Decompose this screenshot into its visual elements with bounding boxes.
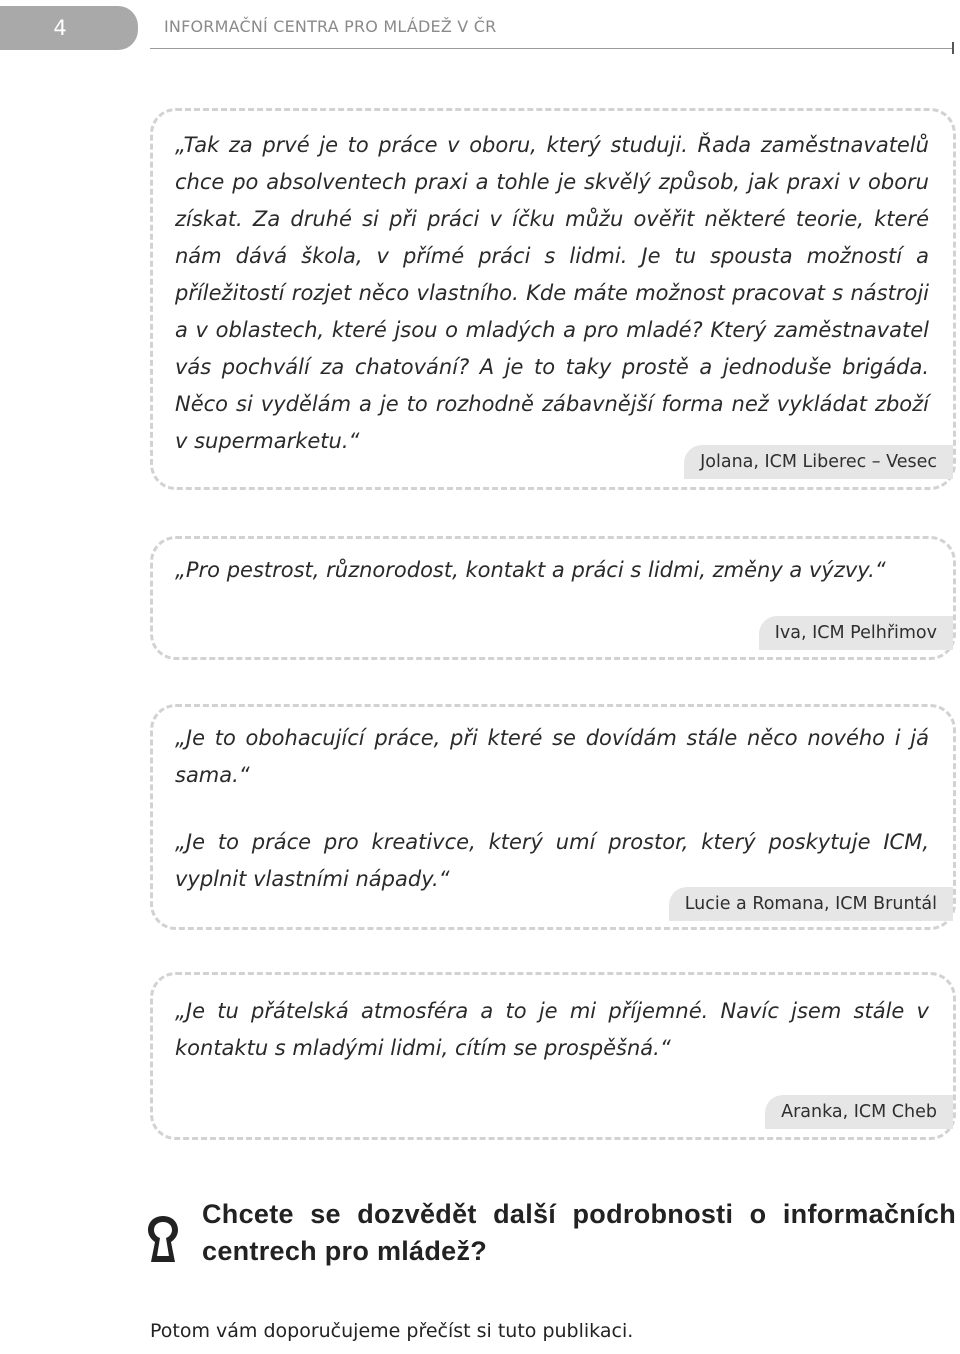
quote-attribution: Iva, ICM Pelhřimov — [759, 616, 953, 650]
footer-text: Potom vám doporučujeme přečíst si tuto publikaci. — [150, 1320, 634, 1342]
quote-box-lucie-romana — [150, 704, 956, 930]
page-number: 4 — [53, 16, 67, 40]
quote-box-iva — [150, 536, 956, 660]
quote-text: „Pro pestrost, různorodost, kontakt a práci s lidmi, změny a výzvy.“ — [175, 558, 886, 582]
quote-text: „Je tu přátelská atmosféra a to je mi příjemné. Navíc jsem stále v kontaktu s mladými lidmi, cítím se prospěšná.“ — [175, 999, 929, 1060]
quote-attribution: Lucie a Romana, ICM Bruntál — [669, 887, 953, 921]
quote-attribution: Jolana, ICM Liberec – Vesec — [684, 445, 953, 479]
header-rule — [150, 48, 954, 49]
page-header — [0, 0, 960, 56]
quote-text-second: „Je to práce pro kreativce, který umí prostor, který poskytuje ICM, vyplnit vlastními nápady.“ — [175, 830, 929, 891]
quote-text: „Je to obohacující práce, při které se dovídám stále něco nového i já sama.“ — [175, 726, 929, 787]
running-header-title: INFORMAČNÍ CENTRA PRO MLÁDEŽ V ČR — [164, 17, 497, 36]
quote-attribution: Aranka, ICM Cheb — [765, 1095, 953, 1129]
cta-heading: Chcete se dozvědět další podrobnosti o informačních centrech pro mládež? — [202, 1199, 956, 1266]
quote-box-aranka — [150, 972, 956, 1140]
quote-text: „Tak za prvé je to práce v oboru, který studuji. Řada zaměstnavatelů chce po absolventech praxi a tohle je skvělý způsob, jak praxi v oboru získat. Za druhé si při práci v íčku můžu ověřit některé teorie, které nám dává škola, v přímé práci s lidmi. Je tu spousta možností a příležitostí rozjet něco vlastního. Kde máte možnost pracovat s nástroji a v oblastech, které jsou o mladých a pro mladé? Který zaměstnavatel vás pochválí za chatování? A je to taky prostě a jednoduše brigáda. Něco si vydělám a je to rozhodně zábavnější forma než vykládat zboží v supermarketu.“ — [175, 133, 929, 453]
keyhole-icon — [145, 1214, 181, 1264]
quote-box-jolana — [150, 108, 956, 490]
header-rule-end — [952, 42, 954, 54]
